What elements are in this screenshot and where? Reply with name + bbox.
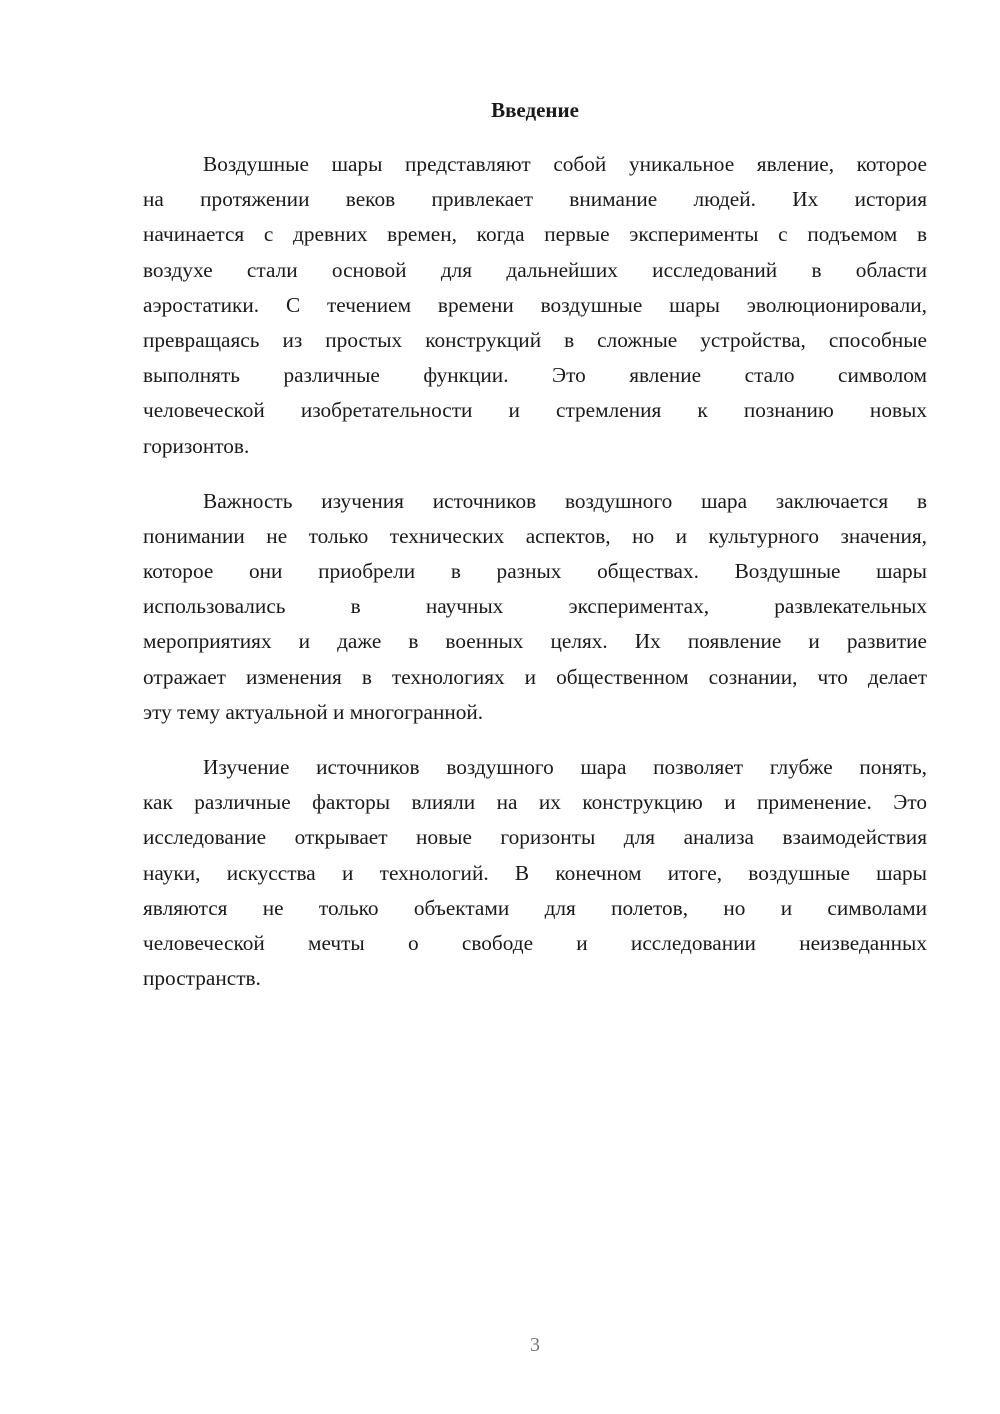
text-line: понимании не только технических аспектов, но и культурного значения, [143,523,927,548]
page-number: 3 [530,1334,540,1356]
text-line: науки, искусства и технологий. В конечном итоге, воздушные шары [143,860,927,885]
text-line: на протяжении веков привлекает внимание людей. Их история [143,187,927,212]
text-line: отражает изменения в технологиях и общественном сознании, что делает [143,664,927,689]
text-line: эту тему актуальной и многогранной. [143,699,484,724]
text-line: аэростатики. С течением времени воздушные шары эволюционировали, [143,292,927,317]
text-line: начинается с древних времен, когда первые эксперименты с подъемом в [143,222,927,247]
text-line: человеческой мечты о свободе и исследовании неизведанных [143,930,927,955]
document-body [143,147,927,1016]
text-line: исследование открывает новые горизонты для анализа взаимодействия [143,825,927,850]
text-line: горизонтов. [143,433,250,458]
text-line: превращаясь из простых конструкций в сложные устройства, способные [143,327,927,352]
paragraph [143,750,927,996]
text-line: выполнять различные функции. Это явление стало символом [143,363,927,388]
paragraph [143,147,927,464]
text-line: человеческой изобретательности и стремления к познанию новых [143,398,927,423]
text-line: пространств. [143,966,261,991]
text-line: как различные факторы влияли на их конструкцию и применение. Это [143,790,927,815]
text-line: использовались в научных экспериментах, развлекательных [143,594,927,619]
text-line: Воздушные шары представляют собой уникальное явление, которое [203,152,927,176]
text-line: Важность изучения источников воздушного шара заключается в [203,488,927,513]
paragraph [143,484,927,730]
section-title: Введение [491,98,579,122]
text-line: мероприятиях и даже в военных целях. Их появление и развитие [143,629,927,654]
text-line: являются не только объектами для полетов, но и символами [143,895,927,920]
text-line: Изучение источников воздушного шара позволяет глубже понять, [203,755,927,779]
text-line: воздухе стали основой для дальнейших исследований в области [143,257,927,282]
text-line: которое они приобрели в разных обществах. Воздушные шары [143,559,927,584]
